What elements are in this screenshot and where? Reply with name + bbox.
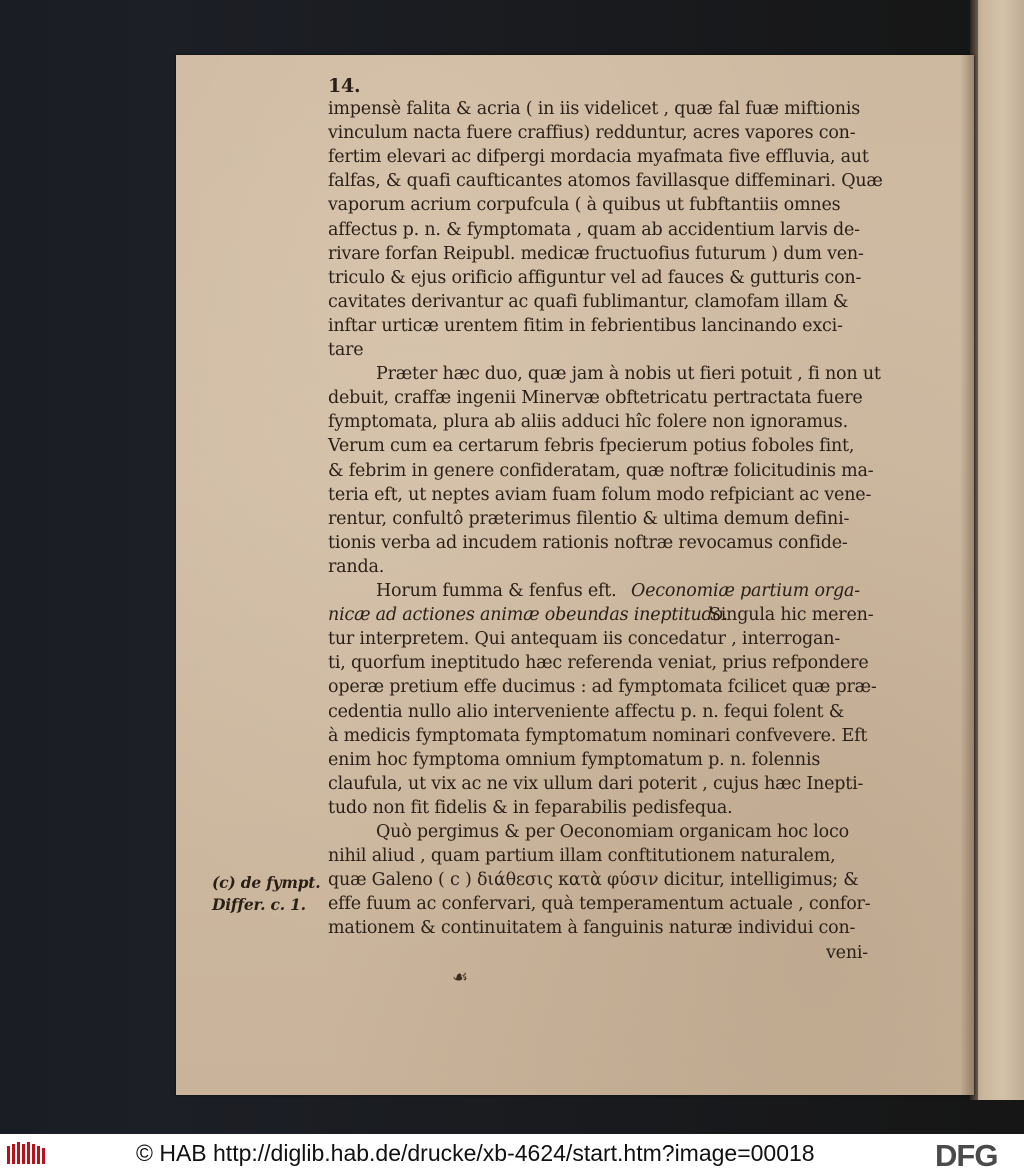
text-line: enim hoc fymptoma omnium fymptomatum p. n. folennis [328,749,821,770]
copyright-url[interactable]: © HAB http://diglib.hab.de/drucke/xb-4624/start.htm?image=00018 [136,1140,815,1166]
text-line: ti, quorfum ineptitudo hæc referenda veniat, prius refpondere [328,653,869,674]
text-line: effe fuum ac confervari, quà temperamentum actuale , confor- [328,894,871,915]
text-line: mationem & continuitatem à fanguinis naturæ individui con- [328,918,856,939]
text-line: triculo & ejus orificio affiguntur vel ad fauces & gutturis con- [328,267,862,288]
dfg-logo: DFG [935,1138,998,1173]
page-shadow [960,55,974,1095]
text-line: impensè falita & acria ( in iis videlicet , quæ fal fuæ miftionis [328,99,861,119]
hab-logo-icon [6,1142,46,1166]
text-line: tare [328,340,364,360]
text-line: falfas, & quafi caufticantes atomos favillasque diffeminari. Quæ [328,171,883,192]
text-line: randa. [328,556,385,577]
text-line: veni- [826,942,869,963]
margin-note-line2: Differ. c. 1. [212,895,306,914]
text-line: Præter hæc duo, quæ jam à nobis ut fieri potuit , fi non ut [376,364,881,385]
next-page-edge [970,0,1024,1100]
text-line: rivare forfan Reipubl. medicæ fructuofius futurum ) dum ven- [328,243,864,264]
margin-note-line1: (c) de fympt. [212,873,321,892]
text-line: debuit, craffæ ingenii Minervæ obftetricatu pertractata fuere [328,388,863,409]
text-line: affectus p. n. & fymptomata , quam ab accidentium larvis de- [328,219,860,240]
page-number: 14. [328,75,361,97]
text-line: quæ Galeno ( c ) διάθεσις κατὰ φύσιν dicitur, intelligimus; & [328,870,859,891]
text-line: vinculum nacta fuere craffius) redduntur, acres vapores con- [328,123,856,144]
text-line: & febrim in genere confideratam, quæ noftræ folicitudinis ma- [328,460,874,481]
footer-bar [0,1134,1024,1174]
text-line: nihil aliud , quam partium illam conftitutionem naturalem, [328,846,836,867]
text-line: à medicis fymptomata fymptomatum nominari confvevere. Eft [328,725,868,746]
text-line: nicæ ad actiones animæ obeundas ineptitudo. [328,605,728,626]
text-line: operæ pretium effe ducimus : ad fymptomata fcilicet quæ præ- [328,677,877,698]
ornament: ☙ [452,967,468,988]
text-line: tudo non fit fidelis & in feparabilis pedisfequa. [328,797,733,818]
text-line: inftar urticæ urentem fitim in febrientibus lancinando exci- [328,315,843,336]
text-line: teria eft, ut neptes aviam fuam folum modo refpiciant ac vene- [328,484,872,505]
text-line: vaporum acrium corpufcula ( à quibus ut fubftantiis omnes [328,195,841,216]
text-line: tionis verba ad incudem rationis noftræ revocamus confide- [328,532,848,553]
text-line: fymptomata, plura ab aliis adduci hîc folere non ignoramus. [328,412,848,433]
text-line: Horum fumma & fenfus eft. [376,581,617,601]
text-line: Verum cum ea certarum febris fpecierum potius foboles fint, [328,436,855,457]
text-line: tur interpretem. Qui antequam iis concedatur , interrogan- [328,629,841,650]
text-line: cavitates derivantur ac quafi fublimantur, clamofam illam & [328,291,849,312]
text-line: fertim elevari ac difpergi mordacia myafmata five effluvia, aut [328,147,869,168]
text-line: cedentia nullo alio interveniente affectu p. n. fequi folent & [328,701,845,722]
text-line: Quò pergimus & per Oeconomiam organicam hoc loco [376,822,849,842]
text-run: Singula hic meren- [709,605,874,626]
italic-phrase: Oeconomiæ partium orga- [631,581,860,601]
book-page [176,55,974,1095]
text-line: claufula, ut vix ac ne vix ullum dari poterit , cujus hæc Inepti- [328,773,864,794]
text-line: rentur, confultô præterimus filentio & ultima demum defini- [328,508,850,529]
